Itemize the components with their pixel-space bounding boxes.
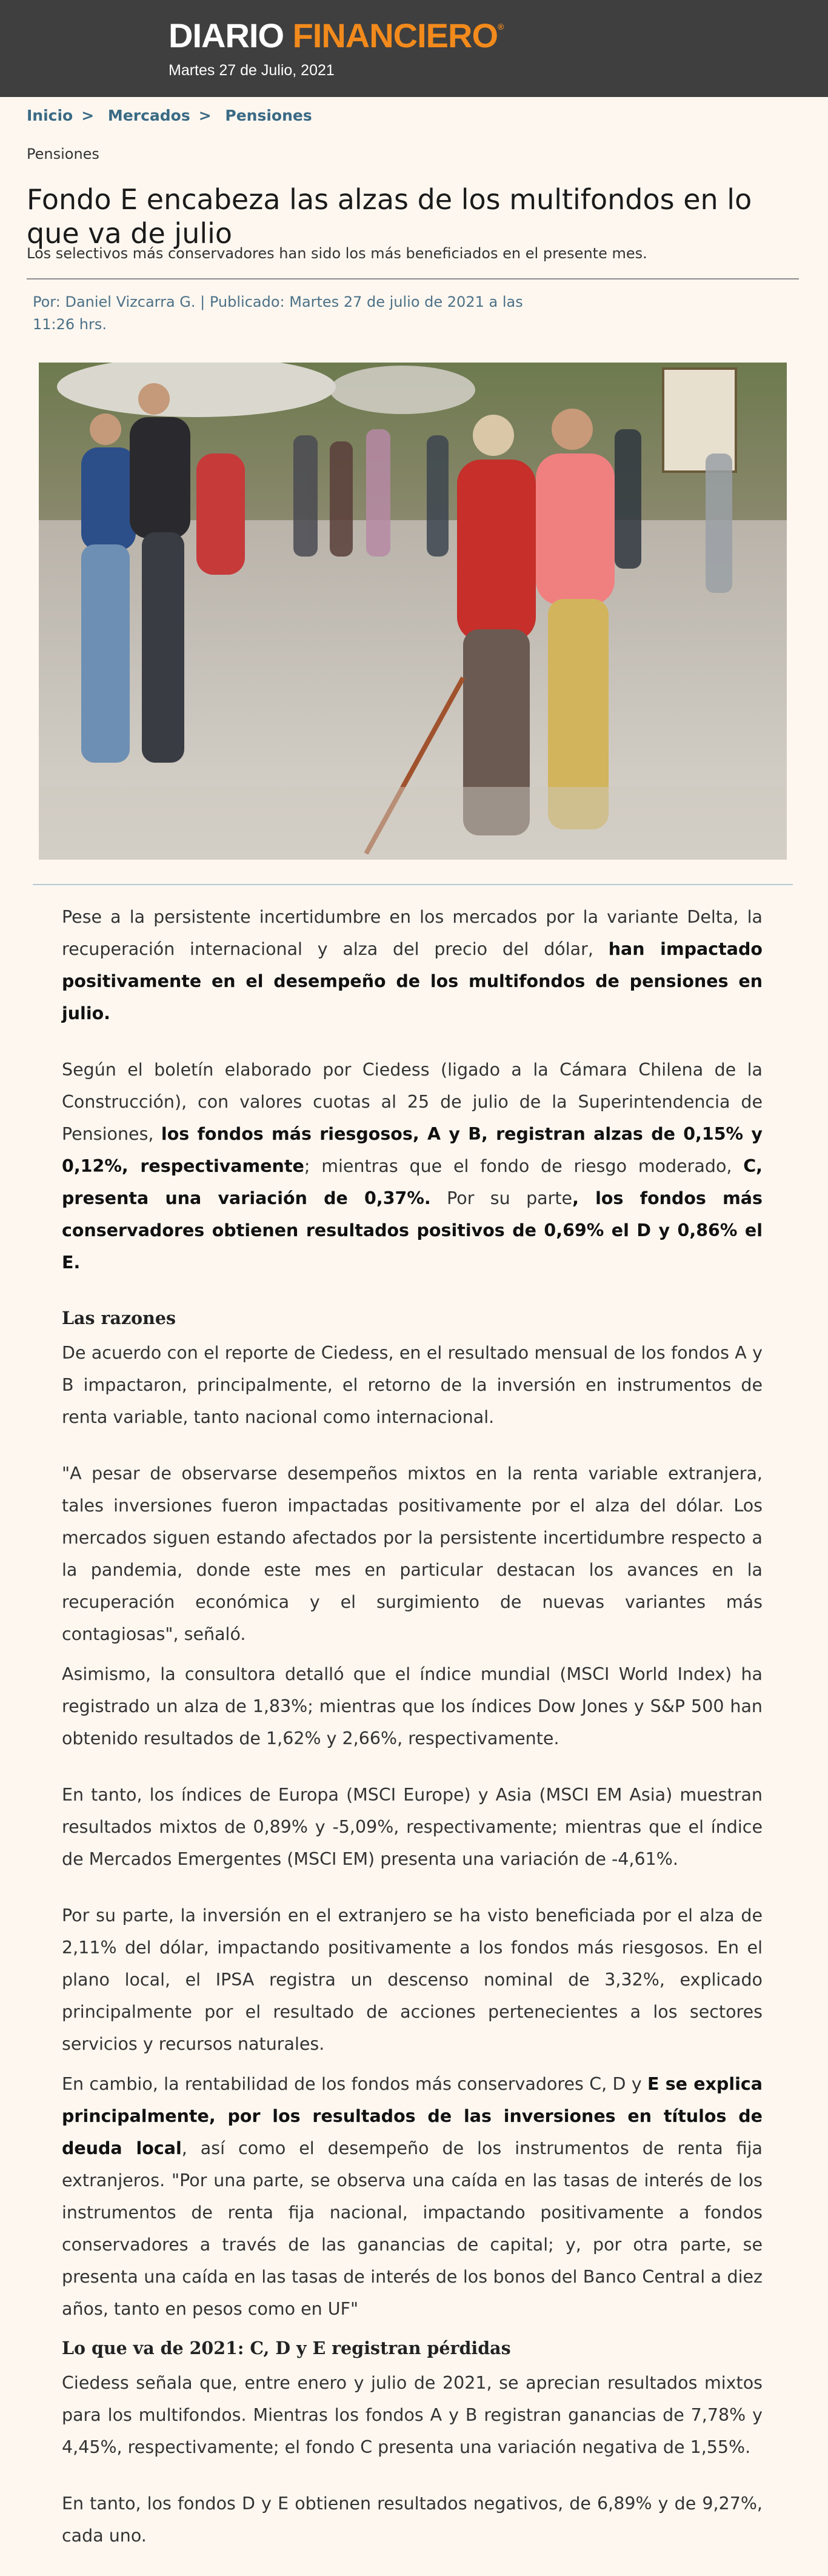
breadcrumb-inicio[interactable]: Inicio [27,107,73,124]
logo-word-diario: DIARIO [169,16,284,55]
paragraph-8: En cambio, la rentabilidad de los fondos más conservadores C, D y E se explica principalmente, por los resultados de las inversiones en títulos de deuda local, así como el desempeño de los instrumentos de renta fija extranjeros. "Por una parte, se observa una caída en las tasas de interés de los instrumentos de renta fija nacional, impactando positivamente a fondos conservadores a través de las ganancias de capital; y, por otra parte, se presenta una caída en las tasas de interés de los bonos del Banco Central a diez años, tanto en pesos como en UF" [62,2074,763,2319]
article-subtitle: Los selectivos más conservadores han sido los más beneficiados en el presente mes. [27,245,647,262]
header-date: Martes 27 de Julio, 2021 [169,62,335,79]
paragraph-7: Por su parte, la inversión en el extranjero se ha visto beneficiada por el alza de 2,11% del dólar, impactando positivamente a los fondos más riesgosos. En el plano local, el IPSA registra un descenso nominal de 3,32%, explicado principalmente por el resultado de acciones pertenecientes a los sectores servicios y recursos naturales. [62,1905,763,2054]
article-photo [39,363,787,860]
article-body [62,901,763,2576]
paragraph-2: Según el boletín elaborado por Ciedess (ligado a la Cámara Chilena de la Construcción), con valores cuotas al 25 de julio de la Superintendencia de Pensiones, los fondos más riesgosos, A y B, registran alzas de 0,15% y 0,12%, respectivamente; mientras que el fondo de riesgo moderado, C, presenta una variación de 0,37%. Por su parte, los fondos más conservadores obtienen resultados positivos de 0,69% el D y 0,86% el E. [62,1060,763,1273]
article-byline: Por: Daniel Vizcarra G. | Publicado: Martes 27 de julio de 2021 a las 11:26 hrs. [33,293,523,333]
site-logo[interactable] [169,16,503,55]
paragraph-9: Ciedess señala que, entre enero y julio de 2021, se aprecian resultados mixtos para los multifondos. Mientras los fondos A y B registran ganancias de 7,78% y 4,45%, respectivamente; el fondo C presenta una variación negativa de 1,55%. [62,2373,763,2457]
paragraph-10: En tanto, los fondos D y E obtienen resultados negativos, de 6,89% y de 9,27%, cada uno. [62,2494,763,2546]
subheading-2021: Lo que va de 2021: C, D y E registran pérdidas [62,2338,511,2358]
registered-mark: ® [498,22,504,32]
paragraph-5: Asimismo, la consultora detalló que el índice mundial (MSCI World Index) ha registrado un alza de 1,83%; mientras que los índices Dow Jones y S&P 500 han obtenido resultados de 1,62% y 2,66%, respectivamente. [62,1664,763,1748]
breadcrumb [27,107,321,124]
breadcrumb-separator: > [198,107,212,124]
site-header [0,0,828,97]
paragraph-1: Pese a la persistente incertidumbre en los mercados por la variante Delta, la recuperación internacional y alza del precio del dólar, han impactado positivamente en el desempeño de los multifondos de pensiones en julio. [62,907,763,1023]
divider [33,884,793,885]
subheading-razones: Las razones [62,1308,176,1328]
paragraph-4: "A pesar de observarse desempeños mixtos en la renta variable extranjera, tales inversiones fueron impactadas positivamente por el alza del dólar. Los mercados siguen estando afectados por la persistente incertidumbre respecto a la pandemia, donde este mes en particular destacan los avances en la recuperación económica y el surgimiento de nuevas variantes más contagiosas", señaló. [62,1464,763,1644]
divider [27,278,799,279]
paragraph-6: En tanto, los índices de Europa (MSCI Europe) y Asia (MSCI EM Asia) muestran resultados mixtos de 0,89% y -5,09%, respectivamente; mientras que el índice de Mercados Emergentes (MSCI EM) presenta una variación de -4,61%. [62,1785,763,1869]
logo-word-financiero: FINANCIERO [292,16,498,55]
street-crowd-photo [39,363,787,860]
breadcrumb-mercados[interactable]: Mercados [107,107,190,124]
article-section: Pensiones [27,146,99,162]
breadcrumb-pensiones[interactable]: Pensiones [225,107,312,124]
article-title: Fondo E encabeza las alzas de los multifondos en lo que va de julio [27,182,752,250]
paragraph-3: De acuerdo con el reporte de Ciedess, en el resultado mensual de los fondos A y B impactaron, principalmente, el retorno de la inversión en instrumentos de renta variable, tanto nacional como internacional. [62,1343,763,1427]
breadcrumb-separator: > [81,107,95,124]
